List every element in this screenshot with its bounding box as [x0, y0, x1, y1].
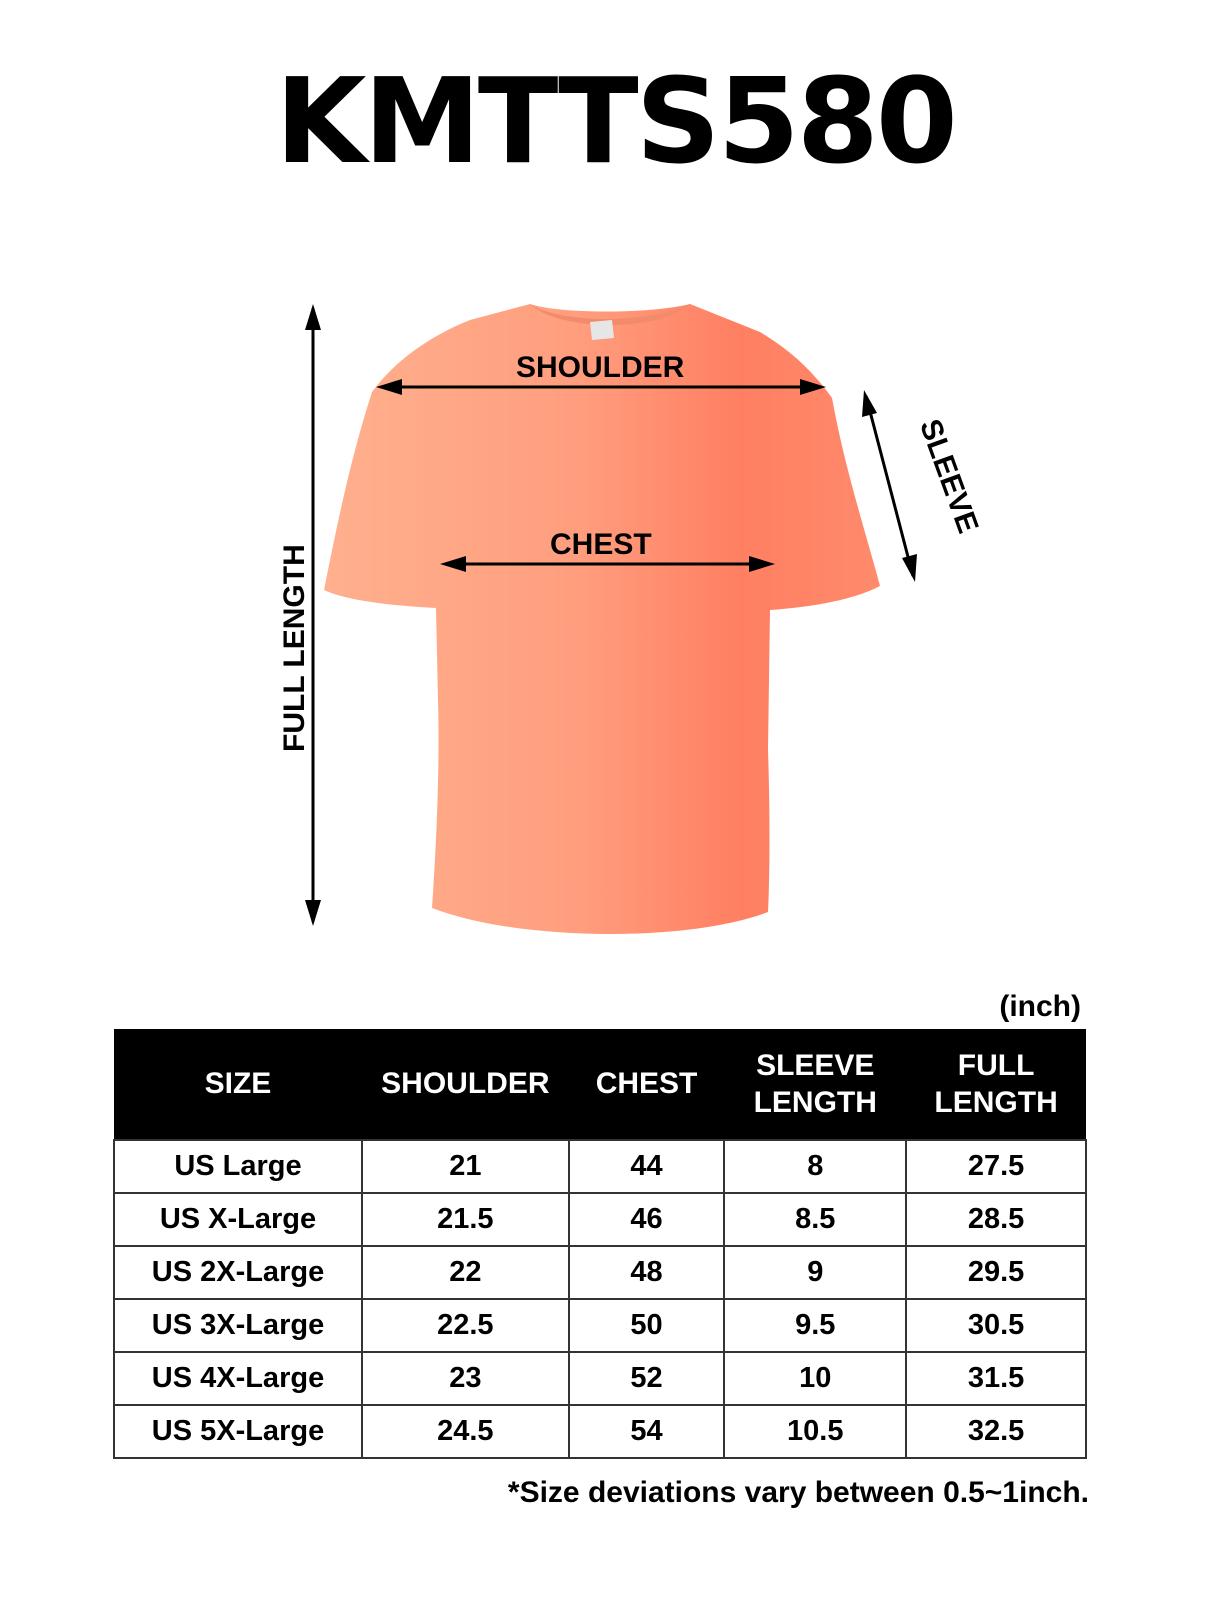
table-row: [114, 1193, 1086, 1246]
table-cell: US 2X-Large: [114, 1246, 362, 1299]
tshirt-diagram-graphic: [0, 290, 1230, 970]
table-row: [114, 1246, 1086, 1299]
table-cell: 21.5: [362, 1193, 569, 1246]
table-cell: 22: [362, 1246, 569, 1299]
table-cell: 9: [724, 1246, 906, 1299]
header-full-length: [906, 1029, 1086, 1140]
shoulder-label: SHOULDER: [516, 351, 685, 384]
full-length-label: FULL LENGTH: [278, 544, 311, 752]
tshirt-shape: [324, 304, 880, 934]
table-cell: US X-Large: [114, 1193, 362, 1246]
header-full-length-text: FULL LENGTH: [934, 1048, 1058, 1119]
size-chart-table: [113, 1029, 1087, 1459]
size-deviation-note: *Size deviations vary between 0.5~1inch.: [507, 1476, 1089, 1509]
header-sleeve-length: [724, 1029, 906, 1140]
table-cell: 9.5: [724, 1299, 906, 1352]
table-cell: 10.5: [724, 1405, 906, 1458]
header-size: SIZE: [114, 1029, 362, 1140]
table-cell: 21: [362, 1140, 569, 1193]
table-cell: 46: [569, 1193, 725, 1246]
chest-label: CHEST: [550, 528, 652, 561]
table-cell: 44: [569, 1140, 725, 1193]
table-cell: US 4X-Large: [114, 1352, 362, 1405]
table-cell: 31.5: [906, 1352, 1086, 1405]
table-cell: 22.5: [362, 1299, 569, 1352]
table-cell: 8.5: [724, 1193, 906, 1246]
header-shoulder: SHOULDER: [362, 1029, 569, 1140]
product-code-title: KMTTS580: [275, 52, 955, 190]
size-diagram: [0, 290, 1230, 970]
table-cell: 23: [362, 1352, 569, 1405]
table-row: [114, 1140, 1086, 1193]
table-cell: US 5X-Large: [114, 1405, 362, 1458]
sleeve-label: SLEEVE: [912, 415, 985, 538]
table-cell: US 3X-Large: [114, 1299, 362, 1352]
table-row: [114, 1405, 1086, 1458]
table-row: [114, 1299, 1086, 1352]
table-cell: 30.5: [906, 1299, 1086, 1352]
table-cell: 28.5: [906, 1193, 1086, 1246]
header-chest: CHEST: [569, 1029, 725, 1140]
table-cell: 24.5: [362, 1405, 569, 1458]
table-cell: 52: [569, 1352, 725, 1405]
table-cell: 54: [569, 1405, 725, 1458]
table-cell: 27.5: [906, 1140, 1086, 1193]
header-sleeve-length-text: SLEEVE LENGTH: [753, 1048, 877, 1119]
table-cell: US Large: [114, 1140, 362, 1193]
table-cell: 10: [724, 1352, 906, 1405]
table-header-row: [114, 1029, 1086, 1140]
table-cell: 50: [569, 1299, 725, 1352]
table-cell: 32.5: [906, 1405, 1086, 1458]
unit-label: (inch): [999, 990, 1081, 1023]
table-cell: 48: [569, 1246, 725, 1299]
table-row: [114, 1352, 1086, 1405]
table-cell: 29.5: [906, 1246, 1086, 1299]
table-cell: 8: [724, 1140, 906, 1193]
